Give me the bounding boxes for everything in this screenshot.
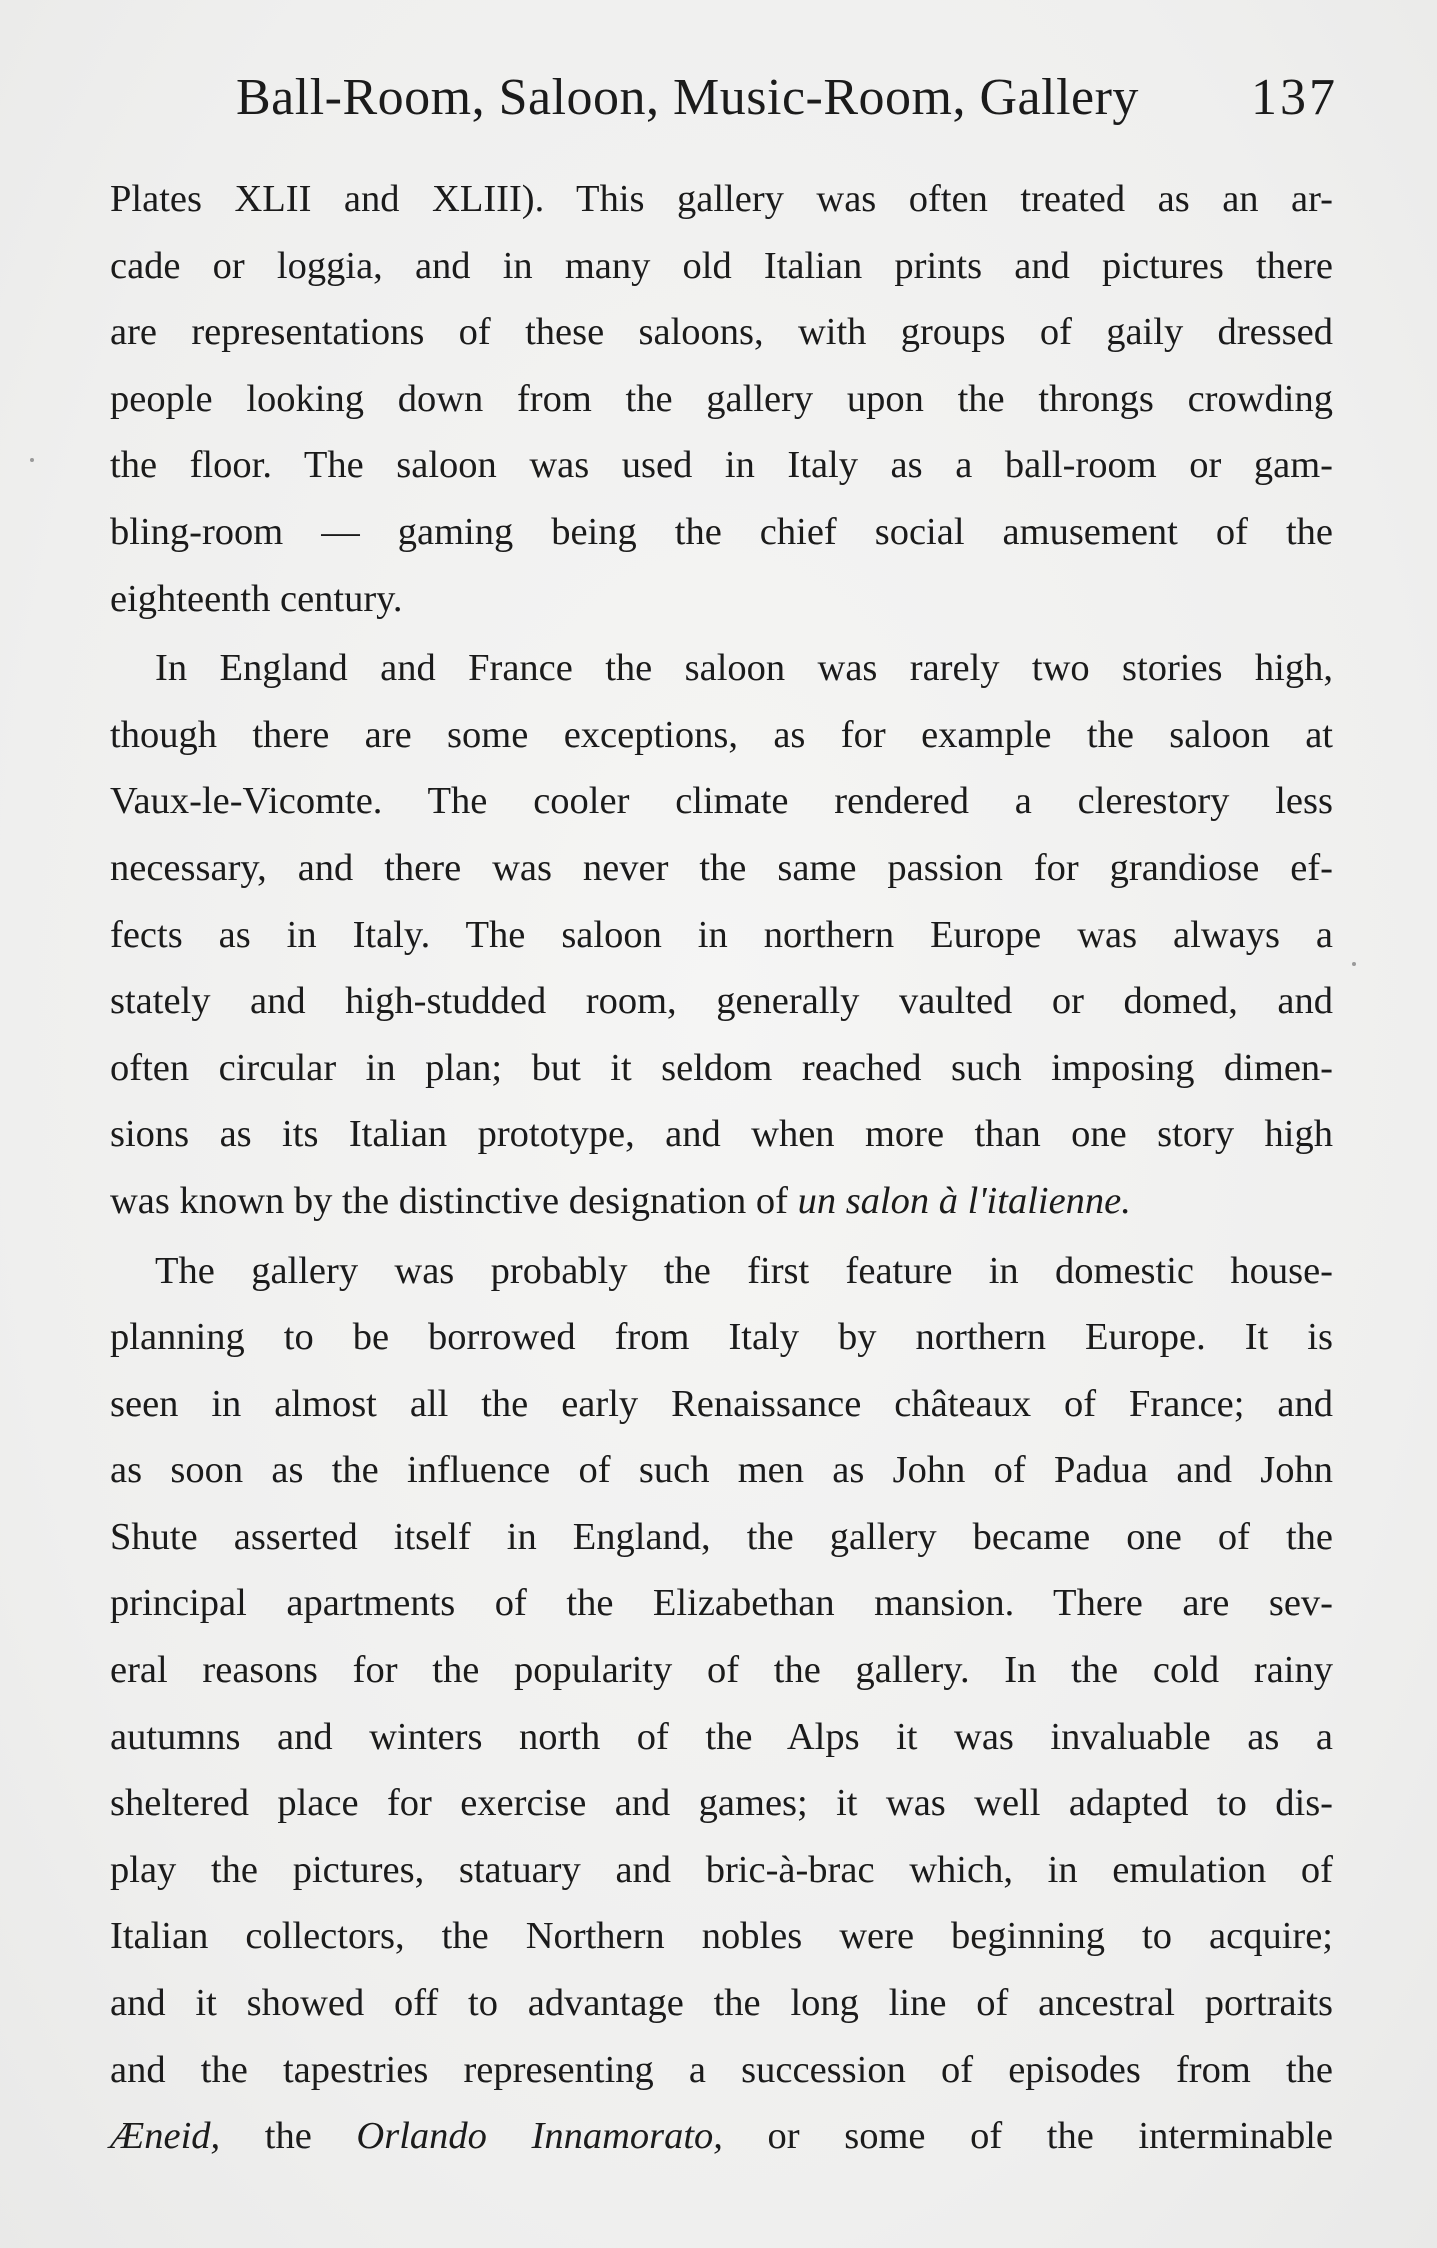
italic-phrase: un salon à l'italienne. [797,1179,1131,1222]
text-line: play the pictures, statuary and bric-à-brac which, in emulation of [110,1848,1333,1891]
text-line: and it showed off to advantage the long line of ancestral portraits [110,1982,1333,2025]
text-line: The gallery was probably the first feature in domestic house- [155,1249,1333,1292]
page-number: 137 [1251,69,1338,126]
paper-speck [30,458,34,462]
text-line: bling-room — gaming being the chief social amusement of the [110,510,1333,553]
running-head-title: Ball-Room, Saloon, Music-Room, Gallery [236,69,1139,126]
text-line: stately and high-studded room, generally vaulted or domed, and [110,980,1333,1023]
running-head [236,58,1338,138]
text-line: often circular in plan; but it seldom reached such imposing dimen- [110,1046,1333,1089]
paragraph-1 [110,166,1333,632]
text-line: as soon as the influence of such men as John of Padua and John [110,1449,1333,1492]
text-line: In England and France the saloon was rarely two stories high, [155,647,1333,690]
italic-title: Æneid, [110,2115,221,2158]
body-text [110,166,1333,2170]
text-line: Plates XLII and XLIII). This gallery was often treated as an ar- [110,178,1333,220]
italic-title: Orlando Innamorato, [356,2115,723,2158]
text-line: people looking down from the gallery upon the throngs crowding [110,377,1333,420]
paragraph-2 [110,635,1333,1234]
text-line: Shute asserted itself in England, the gallery became one of the [110,1515,1333,1558]
text-line: planning to be borrowed from Italy by northern Europe. It is [110,1316,1333,1359]
text-line: and the tapestries representing a succession of episodes from the [110,2048,1333,2091]
text-line: Italian collectors, the Northern nobles were beginning to acquire; [110,1915,1333,1958]
paper-speck [1352,962,1356,966]
text-line: autumns and winters north of the Alps it was invaluable as a [110,1715,1333,1758]
text-line: principal apartments of the Elizabethan mansion. There are sev- [110,1582,1333,1625]
text-run: was known by the distinctive designation of [110,1179,798,1222]
text-run: or some of the interminable [722,2115,1333,2158]
text-line: sions as its Italian prototype, and when more than one story high [110,1113,1333,1156]
text-line: Vaux-le-Vicomte. The cooler climate rendered a clerestory less [110,780,1333,823]
text-line: fects as in Italy. The saloon in northern Europe was always a [110,913,1333,956]
text-line: cade or loggia, and in many old Italian prints and pictures there [110,244,1333,287]
text-line: eral reasons for the popularity of the gallery. In the cold rainy [110,1649,1333,1692]
text-line [110,1168,1333,1235]
text-line: eighteenth century. [110,577,403,620]
paragraph-3 [110,1238,1333,2170]
text-run: the [220,2115,357,2158]
text-line: necessary, and there was never the same passion for grandiose ef- [110,846,1333,889]
text-line: though there are some exceptions, as for example the saloon at [110,713,1333,756]
text-line: seen in almost all the early Renaissance châteaux of France; and [110,1382,1333,1425]
text-line: are representations of these saloons, with groups of gaily dressed [110,311,1333,354]
text-line: sheltered place for exercise and games; it was well adapted to dis- [110,1782,1333,1825]
text-line: the floor. The saloon was used in Italy as a ball-room or gam- [110,444,1333,487]
text-line [110,2103,1333,2170]
